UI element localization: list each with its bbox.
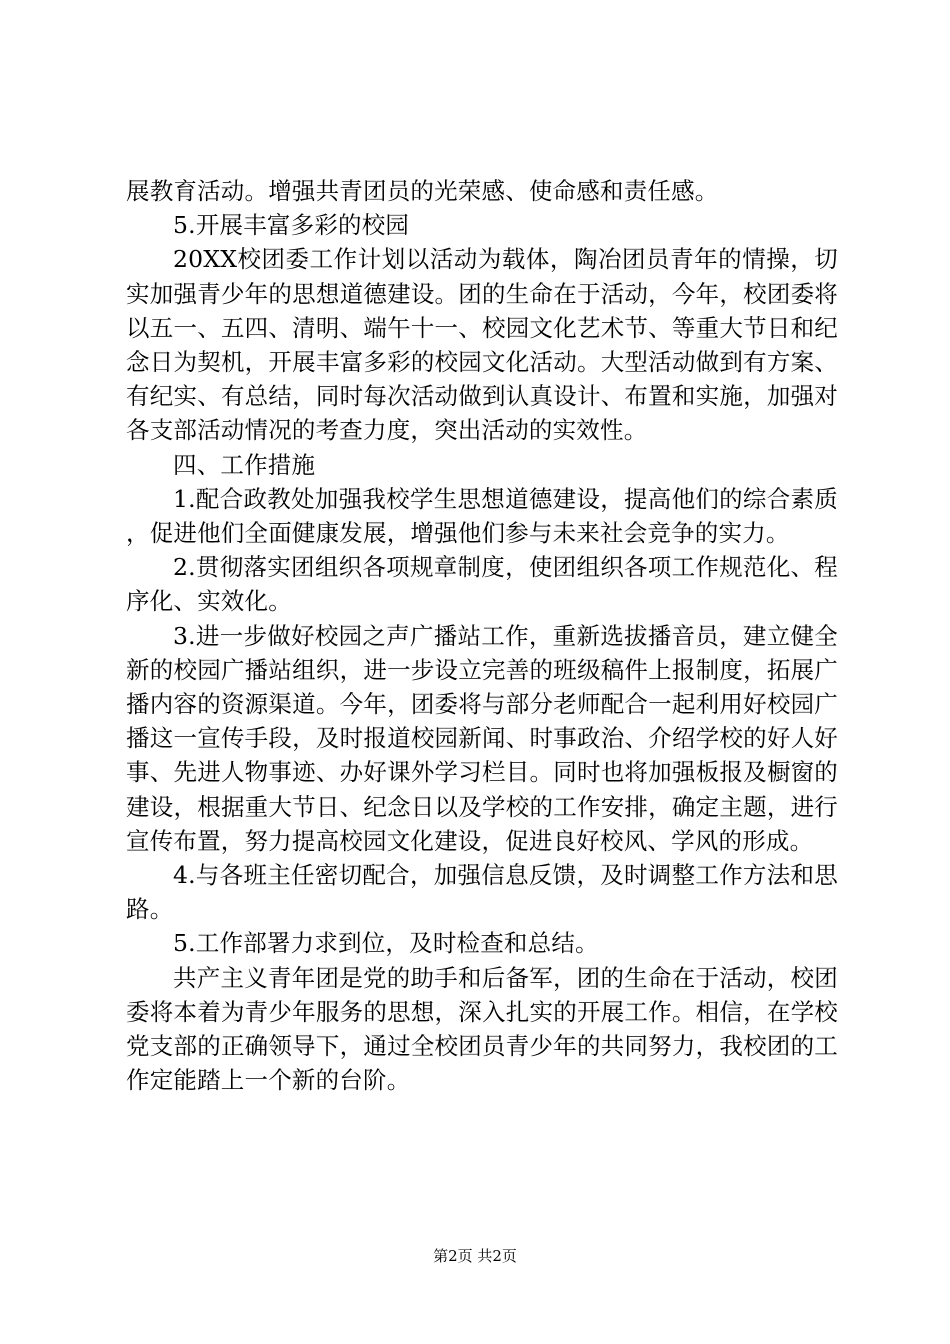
paragraph-6: 2.贯彻落实团组织各项规章制度，使团组织各项工作规范化、程序化、实效化。 (126, 553, 838, 616)
paragraph-9: 5.工作部署力求到位，及时检查和总结。 (173, 929, 599, 958)
paragraph-8: 4.与各班主任密切配合，加强信息反馈，及时调整工作方法和思路。 (126, 861, 838, 924)
section-heading-measures: 四、工作措施 (173, 450, 316, 479)
document-body (126, 174, 838, 1097)
paragraph-1: 展教育活动。增强共青团员的光荣感、使命感和责任感。 (126, 177, 719, 205)
page-number-footer: 第2页 共2页 (433, 1247, 517, 1265)
paragraph-7: 3.进一步做好校园之声广播站工作，重新选拔播音员，建立健全新的校园广播站组织，进一步设立完善的班级稿件上报制度，拓展广播内容的资源渠道。今年，团委将与部分老师配合一起利用好校园广播这一宣传手段，及时报道校园新闻、时事政治、介绍学校的好人好事、先进人物事迹、办好课外学习栏目。同时也将加强板报及橱窗的建设，根据重大节日、纪念日以及学校的工作安排，确定主题，进行宣传布置，努力提高校园文化建设，促进良好校风、学风的形成。 (126, 621, 838, 855)
paragraph-5: 1.配合政教处加强我校学生思想道德建设，提高他们的综合素质，促进他们全面健康发展，增强他们参与未来社会竞争的实力。 (126, 484, 838, 548)
paragraph-2: 5.开展丰富多彩的校园 (173, 211, 410, 240)
paragraph-10: 共产主义青年团是党的助手和后备军，团的生命在于活动，校团委将本着为青少年服务的思想，深入扎实的开展工作。相信，在学校党支部的正确领导下，通过全校团员青少年的共同努力，我校团的工作定能踏上一个新的台阶。 (126, 963, 838, 1095)
paragraph-3: 20XX校团委工作计划以活动为载体，陶冶团员青年的情操，切实加强青少年的思想道德建设。团的生命在于活动，今年，校团委将以五一、五四、清明、端午十一、校园文化艺术节、等重大节日和纪念日为契机，开展丰富多彩的校园文化活动。大型活动做到有方案、有纪实、有总结，同时每次活动做到认真设计、布置和实施，加强对各支部活动情况的考查力度，突出活动的实效性。 (126, 245, 838, 445)
